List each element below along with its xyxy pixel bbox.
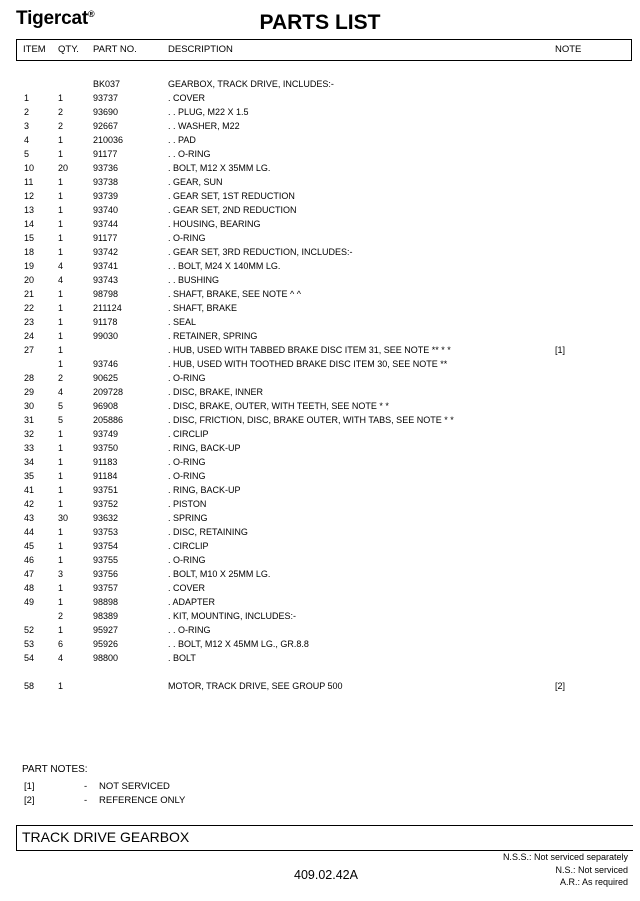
row-part-no: 91177: [93, 233, 118, 243]
row-item: 18: [24, 247, 35, 257]
row-qty: 1: [58, 135, 64, 145]
section-title: TRACK DRIVE GEARBOX: [22, 829, 190, 845]
row-part-no: 91183: [93, 457, 118, 467]
row-item: 49: [24, 597, 35, 607]
table-row: [0, 119, 640, 133]
row-qty: 1: [58, 289, 64, 299]
row-item: 54: [24, 653, 35, 663]
row-item: 11: [24, 177, 34, 187]
row-part-no: 99030: [93, 331, 119, 341]
row-part-no: 98898: [93, 597, 119, 607]
row-part-no: 93742: [93, 247, 119, 257]
header-top-rule: [16, 39, 632, 40]
row-qty: 1: [58, 555, 64, 565]
row-part-no: 95927: [93, 625, 119, 635]
row-part-no: 93737: [93, 93, 119, 103]
row-description: . O-RING: [168, 555, 206, 565]
row-part-no: 93752: [93, 499, 119, 509]
table-row: [0, 483, 640, 497]
row-part-no: 211124: [93, 303, 122, 313]
row-qty: 1: [58, 177, 64, 187]
row-part-no: 93751: [93, 485, 119, 495]
row-description: . SEAL: [168, 317, 197, 327]
row-part-no: 93756: [93, 569, 119, 579]
row-qty: 4: [58, 387, 64, 397]
row-part-no: 93739: [93, 191, 119, 201]
row-qty: 1: [58, 331, 64, 341]
row-qty: 1: [58, 359, 64, 369]
row-item: 5: [24, 149, 30, 159]
row-part-no: 95926: [93, 639, 119, 649]
row-description: . COVER: [168, 583, 206, 593]
row-part-no: 210036: [93, 135, 124, 145]
row-note: [2]: [555, 681, 566, 691]
row-item: 24: [24, 331, 35, 341]
table-row: [0, 217, 640, 231]
part-notes-title: PART NOTES:: [22, 764, 88, 775]
table-row: [0, 539, 640, 553]
drawing-number: 409.02.42A: [294, 868, 358, 882]
row-description: . BOLT, M12 X 35MM LG.: [168, 163, 271, 173]
row-description: . CIRCLIP: [168, 541, 209, 551]
table-row: [0, 497, 640, 511]
row-qty: 4: [58, 261, 64, 271]
row-item: 4: [24, 135, 30, 145]
table-row: [0, 623, 640, 637]
table-row: [0, 399, 640, 413]
table-row: [0, 189, 640, 203]
brand-name: Tigercat: [16, 8, 88, 29]
row-description: . O-RING: [168, 373, 206, 383]
row-part-no: 205886: [93, 415, 124, 425]
row-qty: 5: [58, 401, 64, 411]
row-item: 29: [24, 387, 35, 397]
row-description: . . PLUG, M22 X 1.5: [168, 107, 249, 117]
row-description: . RETAINER, SPRING: [168, 331, 258, 341]
row-part-no: 93740: [93, 205, 119, 215]
table-row: [0, 301, 640, 315]
table-row: [0, 91, 640, 105]
header-left-border: [16, 39, 17, 61]
row-qty: 1: [58, 345, 64, 355]
row-part-no: 93743: [93, 275, 119, 285]
column-header-note: NOTE: [555, 44, 582, 55]
table-row: [0, 609, 640, 623]
table-row: [0, 455, 640, 469]
row-item: 34: [24, 457, 35, 467]
row-part-no: 98798: [93, 289, 119, 299]
row-qty: 1: [58, 191, 64, 201]
row-qty: 4: [58, 275, 64, 285]
row-part-no: 93753: [93, 527, 119, 537]
table-row: [0, 651, 640, 665]
row-description: . . PAD: [168, 135, 196, 145]
row-qty: 1: [58, 205, 64, 215]
row-qty: 1: [58, 443, 64, 453]
part-note-dash: -: [84, 781, 88, 792]
row-qty: 1: [58, 303, 64, 313]
row-description: . GEAR SET, 3RD REDUCTION, INCLUDES:-: [168, 247, 353, 257]
table-row: [0, 231, 640, 245]
row-description: . GEAR, SUN: [168, 177, 223, 187]
page-title: PARTS LIST: [259, 11, 381, 34]
row-description: . . O-RING: [168, 149, 211, 159]
row-part-no: 93744: [93, 219, 119, 229]
row-description: . HUB, USED WITH TABBED BRAKE DISC ITEM 31, SEE NOTE ** * *: [168, 345, 451, 355]
row-description: . KIT, MOUNTING, INCLUDES:-: [168, 611, 297, 621]
row-item: 14: [24, 219, 35, 229]
row-item: 43: [24, 513, 35, 523]
row-description: . O-RING: [168, 457, 206, 467]
row-description: . PISTON: [168, 499, 207, 509]
row-qty: 1: [58, 429, 64, 439]
row-item: 53: [24, 639, 35, 649]
row-part-no: 93741: [93, 261, 119, 271]
table-row: [0, 595, 640, 609]
row-qty: 3: [58, 569, 64, 579]
row-qty: 2: [58, 373, 64, 383]
row-item: 48: [24, 583, 35, 593]
row-description: . . WASHER, M22: [168, 121, 240, 131]
row-description: . COVER: [168, 93, 206, 103]
row-part-no: BK037: [93, 79, 121, 89]
row-description: . RING, BACK-UP: [168, 443, 241, 453]
table-row: [0, 343, 640, 357]
row-qty: 2: [58, 611, 64, 621]
row-item: 28: [24, 373, 35, 383]
row-description: . HUB, USED WITH TOOTHED BRAKE DISC ITEM 30, SEE NOTE **: [168, 359, 448, 369]
table-row: [0, 245, 640, 259]
row-note: [1]: [555, 345, 566, 355]
row-part-no: 98800: [93, 653, 119, 663]
row-description: . O-RING: [168, 233, 206, 243]
row-item: 33: [24, 443, 35, 453]
row-description: . DISC, BRAKE, INNER: [168, 387, 264, 397]
table-row: [0, 413, 640, 427]
row-qty: 1: [58, 93, 64, 103]
row-item: 15: [24, 233, 35, 243]
row-description: . . BOLT, M24 X 140MM LG.: [168, 261, 281, 271]
table-row: [0, 679, 640, 693]
header-right-border: [631, 39, 632, 61]
table-row: [0, 147, 640, 161]
row-description: GEARBOX, TRACK DRIVE, INCLUDES:-: [168, 79, 334, 89]
legend-nss: N.S.S.: Not serviced separately: [502, 852, 628, 862]
row-description: . SPRING: [168, 513, 208, 523]
row-part-no: 91177: [93, 149, 118, 159]
table-row: [0, 175, 640, 189]
row-part-no: 91184: [93, 471, 118, 481]
table-row: [0, 259, 640, 273]
row-part-no: 93632: [93, 513, 119, 523]
row-description: . GEAR SET, 1ST REDUCTION: [168, 191, 295, 201]
row-description: . GEAR SET, 2ND REDUCTION: [168, 205, 297, 215]
row-description: . DISC, FRICTION, DISC, BRAKE OUTER, WITH TABS, SEE NOTE * *: [168, 415, 454, 425]
row-part-no: 93736: [93, 163, 119, 173]
row-item: 32: [24, 429, 35, 439]
row-qty: 1: [58, 583, 64, 593]
part-note-text: NOT SERVICED: [99, 781, 170, 792]
table-row: [0, 357, 640, 371]
legend-ar: A.R.: As required: [559, 877, 628, 887]
registered-mark: ®: [87, 9, 95, 19]
row-qty: 5: [58, 415, 64, 425]
table-row: [0, 511, 640, 525]
table-row: [0, 665, 640, 679]
row-item: 13: [24, 205, 35, 215]
header-bottom-rule: [16, 60, 632, 61]
row-description: . . BUSHING: [168, 275, 220, 285]
row-part-no: 93749: [93, 429, 119, 439]
row-description: . . O-RING: [168, 625, 211, 635]
table-row: [0, 287, 640, 301]
row-description: . . BOLT, M12 X 45MM LG., GR.8.8: [168, 639, 309, 649]
column-header-description: DESCRIPTION: [168, 44, 233, 55]
row-description: . BOLT, M10 X 25MM LG.: [168, 569, 271, 579]
row-qty: 1: [58, 541, 64, 551]
row-item: 22: [24, 303, 35, 313]
row-part-no: 93738: [93, 177, 119, 187]
row-item: 58: [24, 681, 35, 691]
table-row: [0, 203, 640, 217]
row-description: . BOLT: [168, 653, 196, 663]
row-item: 44: [24, 527, 35, 537]
row-part-no: 92667: [93, 121, 119, 131]
row-description: . SHAFT, BRAKE, SEE NOTE ^ ^: [168, 289, 301, 299]
row-item: 35: [24, 471, 35, 481]
row-qty: 30: [58, 513, 69, 523]
row-part-no: 90625: [93, 373, 119, 383]
row-qty: 1: [58, 149, 64, 159]
legend-ns: N.S.: Not serviced: [555, 864, 628, 875]
row-item: 21: [24, 289, 35, 299]
row-part-no: 209728: [93, 387, 124, 397]
row-description: . SHAFT, BRAKE: [168, 303, 238, 313]
table-row: [0, 637, 640, 651]
row-part-no: 93755: [93, 555, 119, 565]
table-row: [0, 567, 640, 581]
row-qty: 4: [58, 653, 64, 663]
row-part-no: 96908: [93, 401, 119, 411]
row-qty: 1: [58, 247, 64, 257]
row-item: 12: [24, 191, 35, 201]
table-row: [0, 553, 640, 567]
row-description: . ADAPTER: [168, 597, 216, 607]
row-part-no: 93754: [93, 541, 119, 551]
row-item: 3: [24, 121, 30, 131]
row-item: 27: [24, 345, 35, 355]
part-note-row: [0, 795, 640, 809]
row-part-no: 93746: [93, 359, 119, 369]
table-row: [0, 133, 640, 147]
row-item: 10: [24, 163, 35, 173]
column-header-part-no: PART NO.: [93, 44, 137, 55]
row-qty: 1: [58, 527, 64, 537]
row-item: 31: [24, 415, 35, 425]
table-row: [0, 315, 640, 329]
row-qty: 1: [58, 625, 64, 635]
row-part-no: 93757: [93, 583, 119, 593]
row-item: 19: [24, 261, 35, 271]
part-note-dash: -: [84, 795, 88, 806]
row-item: 47: [24, 569, 35, 579]
row-item: 45: [24, 541, 35, 551]
column-header-item: ITEM: [23, 44, 46, 55]
row-qty: 20: [58, 163, 69, 173]
row-part-no: 93690: [93, 107, 119, 117]
table-row: [0, 385, 640, 399]
row-description: . DISC, BRAKE, OUTER, WITH TEETH, SEE NOTE * *: [168, 401, 389, 411]
row-item: 1: [24, 93, 30, 103]
row-qty: 1: [58, 499, 64, 509]
row-description: MOTOR, TRACK DRIVE, SEE GROUP 500: [168, 681, 343, 691]
row-qty: 2: [58, 107, 64, 117]
row-qty: 1: [58, 457, 64, 467]
row-part-no: 91178: [93, 317, 118, 327]
row-qty: 2: [58, 121, 64, 131]
row-qty: 1: [58, 471, 64, 481]
table-row: [0, 441, 640, 455]
row-description: . RING, BACK-UP: [168, 485, 241, 495]
row-qty: 1: [58, 317, 64, 327]
row-qty: 1: [58, 219, 64, 229]
row-item: 2: [24, 107, 30, 117]
table-row: [0, 525, 640, 539]
part-note-id: [1]: [24, 781, 35, 792]
row-item: 52: [24, 625, 35, 635]
row-item: 42: [24, 499, 35, 509]
part-note-id: [2]: [24, 795, 35, 806]
part-note-text: REFERENCE ONLY: [99, 795, 186, 806]
table-row: [0, 77, 640, 91]
row-description: . DISC, RETAINING: [168, 527, 248, 537]
table-row: [0, 581, 640, 595]
table-row: [0, 329, 640, 343]
row-description: . CIRCLIP: [168, 429, 209, 439]
table-row: [0, 427, 640, 441]
row-item: 46: [24, 555, 35, 565]
table-row: [0, 105, 640, 119]
row-qty: 6: [58, 639, 64, 649]
part-note-row: [0, 781, 640, 795]
table-row: [0, 371, 640, 385]
row-item: 41: [24, 485, 35, 495]
row-qty: 1: [58, 681, 64, 691]
row-item: 20: [24, 275, 35, 285]
row-item: 30: [24, 401, 35, 411]
table-row: [0, 273, 640, 287]
table-row: [0, 161, 640, 175]
parts-table: [0, 77, 640, 693]
row-qty: 1: [58, 485, 64, 495]
row-item: 23: [24, 317, 35, 327]
row-qty: 1: [58, 597, 64, 607]
row-part-no: 93750: [93, 443, 119, 453]
table-row: [0, 469, 640, 483]
row-part-no: 98389: [93, 611, 119, 621]
row-qty: 1: [58, 233, 64, 243]
row-description: . HOUSING, BEARING: [168, 219, 261, 229]
column-header-qty: QTY.: [58, 44, 79, 55]
row-description: . O-RING: [168, 471, 206, 481]
